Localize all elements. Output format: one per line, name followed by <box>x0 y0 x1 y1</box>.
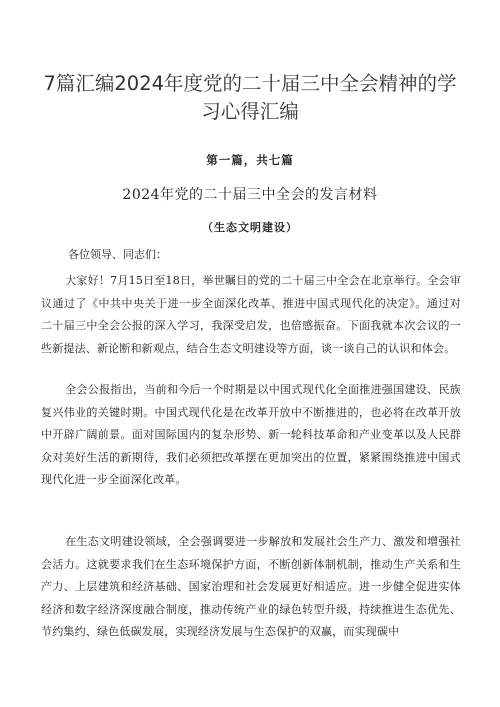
greeting-text: 各位领导、同志们： <box>68 248 167 261</box>
paragraph-2: 全会公报指出，当前和今后一个时期是以中国式现代化全面推进强国建设、民族复兴伟业的关键时期。中国式现代化是在改革开放中不断推进的，也必将在改革开放中开辟广阔前景。面对国际国内的复杂形势、新一轮科技革命和产业变革以及人民群众对美好生活的新期待，我们必须把改革摆在更加突出的位置，紧紧围绕推进中国式现代化进一步全面深化改革。 <box>41 383 461 486</box>
part-label: 第一篇，共七篇 <box>206 153 294 167</box>
paragraph-3: 在生态文明建设领域，全会强调要进一步解放和发展社会生产力、激发和增强社会活力。这就要求我们在生态环境保护方面，不断创新体制机制，推动生产关系和生产力、上层建筑和经济基础、国家治理和社会发展更好相适应。进一步健全促进实体经济和数字经济深度融合制度，推动传统产业的绿色转型升级，持续推进生态优先、节约集约、绿色低碳发展，实现经济发展与生态保护的双赢，而实现碳中 <box>41 535 461 638</box>
section-subtitle: 2024年党的二十届三中全会的发言材料 <box>122 187 378 203</box>
paragraph-1: 大家好！7月15日至18日，举世瞩目的党的二十届三中全会在北京举行。全会审议通过了《中共中央关于进一步全面深化改革、推进中国式现代化的决定》。通过对二十届三中全会公报的深入学习，我深受启发，也倍感振奋。下面我就本次会议的一些新提法、新论断和新观点，结合生态文明建设等方面，谈一谈自己的认识和体会。 <box>41 274 461 355</box>
document-title: 7篇汇编2024年度党的二十届三中全会精神的学习心得汇编 <box>43 72 457 123</box>
topic-label: （生态文明建设） <box>202 221 298 234</box>
